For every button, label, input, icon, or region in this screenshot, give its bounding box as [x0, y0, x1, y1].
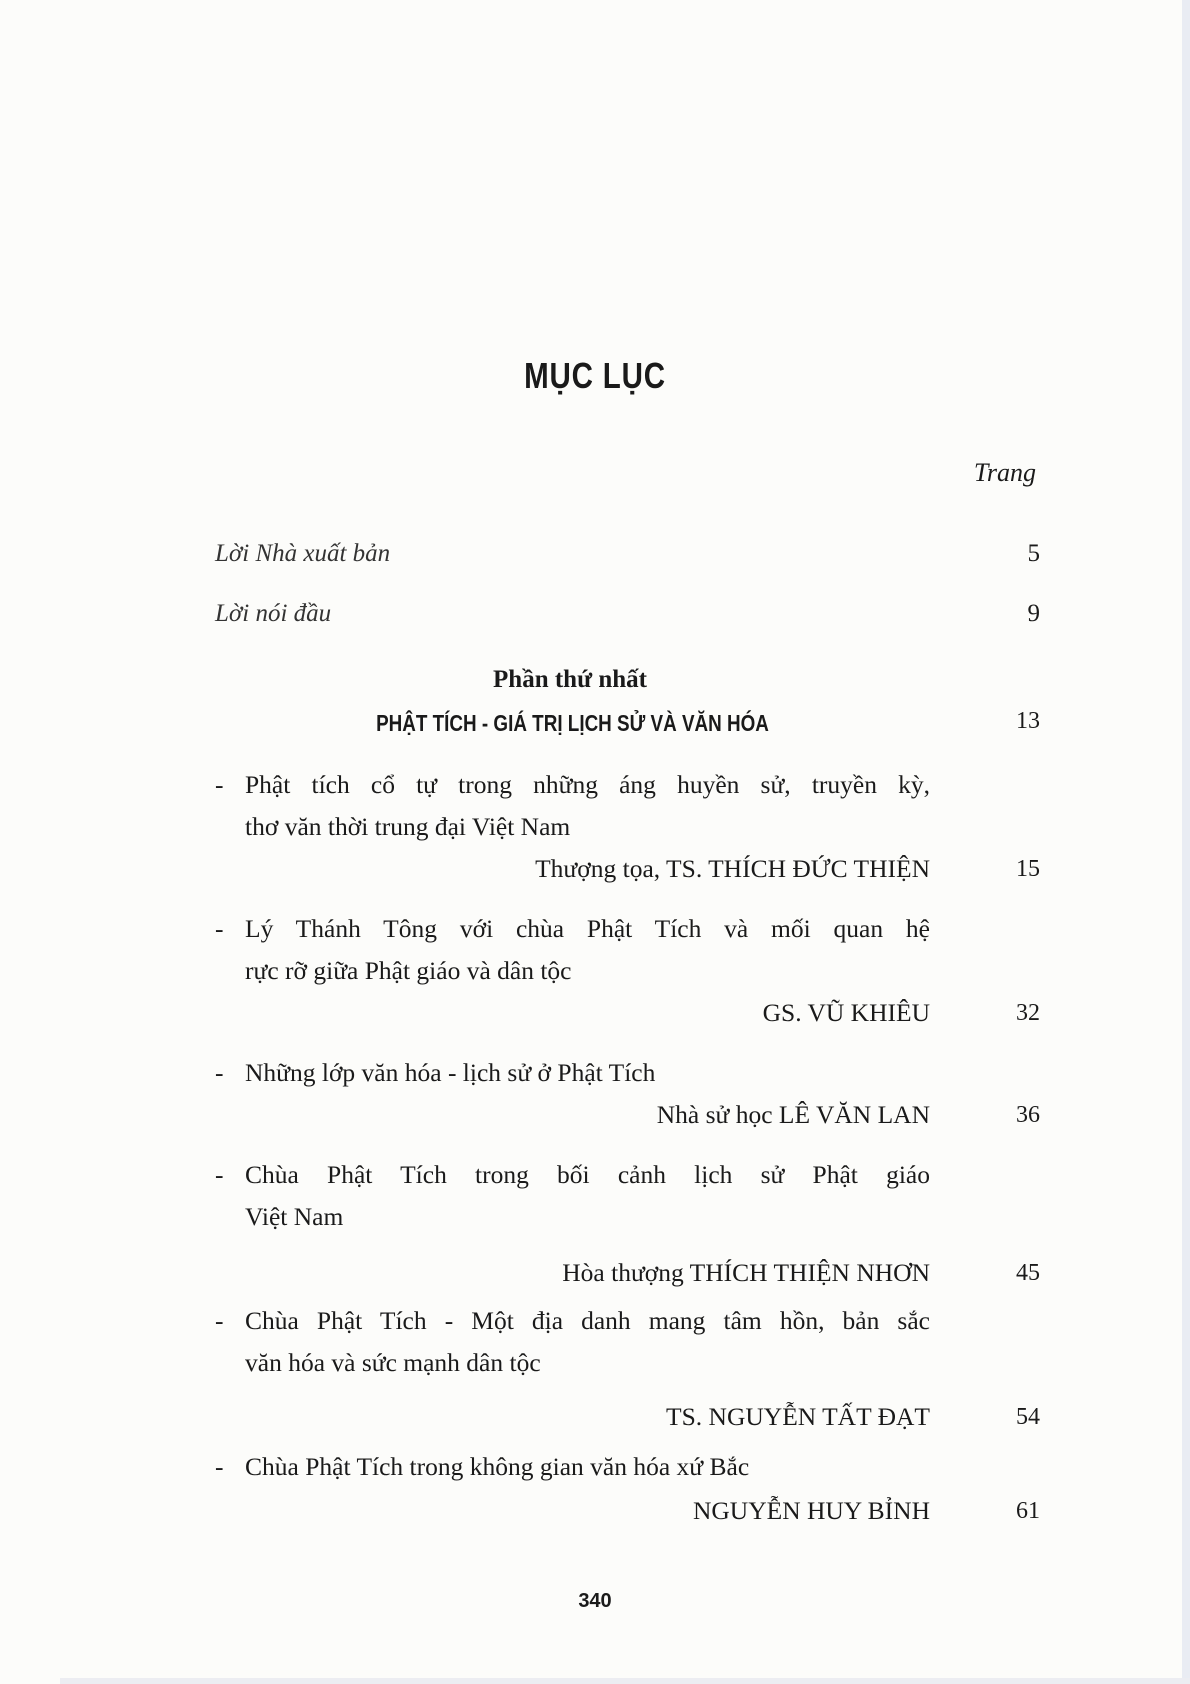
toc-front-item — [215, 600, 1040, 640]
entry-title-line: thơ văn thời trung đại Việt Nam — [245, 812, 571, 841]
entry-title-line: Lý Thánh Tông với chùa Phật Tích và mối quan hệ — [245, 914, 930, 943]
toc-entry — [215, 1052, 1040, 1136]
page-edge-right — [1182, 0, 1190, 1684]
entry-author: Thượng tọa, TS. THÍCH ĐỨC THIỆN — [535, 854, 930, 883]
toc-page-number: 15 — [1016, 856, 1040, 882]
entry-dash: - — [215, 770, 224, 799]
entry-dash: - — [215, 1452, 224, 1481]
toc-page-number: 54 — [1016, 1404, 1040, 1430]
toc-front-item-label: Lời nói đầu — [215, 600, 332, 627]
toc-front-item-label: Lời Nhà xuất bản — [215, 540, 391, 567]
entry-author: Hòa thượng THÍCH THIỆN NHƠN — [562, 1258, 930, 1287]
page-title: MỤC LỤC — [524, 355, 666, 396]
entry-dash: - — [215, 1160, 224, 1189]
toc-entry — [215, 1154, 1040, 1287]
toc-page-number: 36 — [1016, 1102, 1040, 1128]
entry-title-line: Việt Nam — [245, 1202, 344, 1231]
entry-dash: - — [215, 914, 224, 943]
footer-page-number: 340 — [578, 1590, 612, 1612]
entry-title-line: Phật tích cổ tự trong những áng huyền sử, truyền kỳ, — [245, 770, 930, 799]
toc-page-number: 32 — [1016, 1000, 1040, 1026]
toc-entry — [215, 764, 1040, 890]
entry-author: Nhà sử học LÊ VĂN LAN — [656, 1100, 930, 1129]
toc-page-number: 45 — [1016, 1260, 1040, 1286]
toc-entry — [215, 908, 1040, 1034]
entry-dash: - — [215, 1306, 224, 1335]
toc-entry — [215, 1446, 1040, 1530]
entry-title-line: Những lớp văn hóa - lịch sử ở Phật Tích — [245, 1058, 656, 1087]
entry-title-line: rực rỡ giữa Phật giáo và dân tộc — [245, 956, 572, 985]
part-title-row — [215, 708, 1040, 748]
entry-title-line: văn hóa và sức mạnh dân tộc — [245, 1348, 541, 1377]
part-heading: Phần thứ nhất — [493, 666, 647, 693]
page-column-label: Trang — [973, 458, 1036, 487]
entry-author: TS. NGUYỄN TẤT ĐẠT — [666, 1402, 930, 1431]
toc-front-item — [215, 540, 1040, 580]
entry-title-line: Chùa Phật Tích trong không gian văn hóa xứ Bắc — [245, 1452, 750, 1481]
toc-page-number: 5 — [1027, 540, 1040, 567]
entry-author: GS. VŨ KHIÊU — [762, 998, 930, 1027]
entry-title-line: Chùa Phật Tích trong bối cảnh lịch sử Phật giáo — [245, 1160, 930, 1189]
entry-title-line: Chùa Phật Tích - Một địa danh mang tâm hồn, bản sắc — [245, 1306, 930, 1335]
part-title: PHẬT TÍCH - GIÁ TRỊ LỊCH SỬ VÀ VĂN HÓA — [376, 710, 769, 736]
entry-author: NGUYỄN HUY BỈNH — [692, 1496, 930, 1525]
toc-page-number: 13 — [1016, 708, 1040, 734]
page-edge-bottom — [60, 1678, 1190, 1684]
toc-page-number: 61 — [1016, 1498, 1040, 1524]
entry-dash: - — [215, 1058, 224, 1087]
toc-entry — [215, 1300, 1040, 1431]
toc-page-number: 9 — [1027, 600, 1040, 627]
